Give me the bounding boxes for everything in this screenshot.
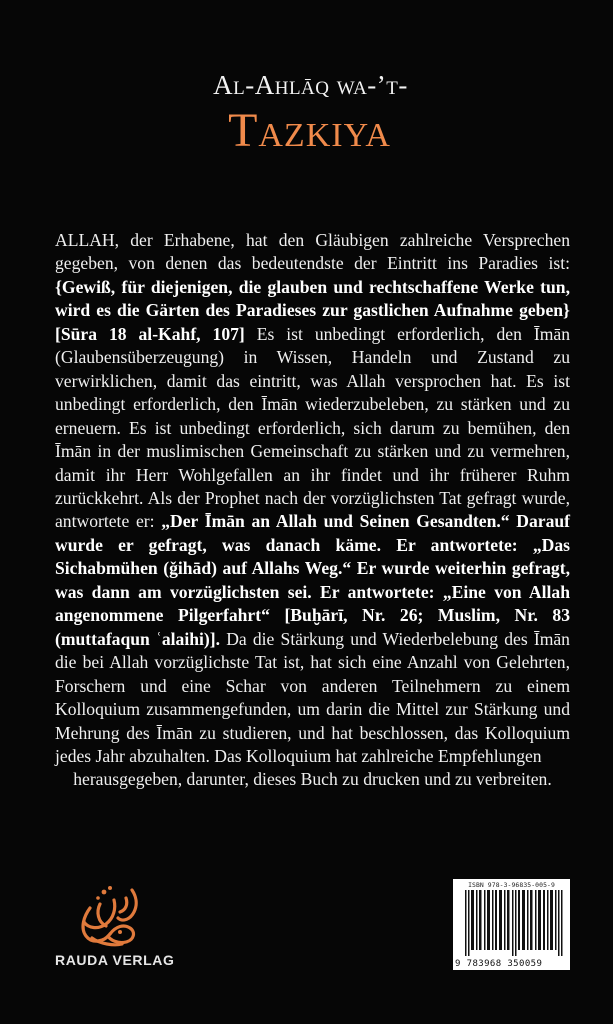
isbn-label: ISBN 978-3-96835-005-9 <box>468 881 555 889</box>
blurb-quran-quote: {Gewiß, für diejenigen, die glauben und rechtschaffene Werke tun, wird es die Gärten des Paradieses zur gastlichen Aufnahme geben} <box>55 276 570 321</box>
blurb-segment: Da die Stärkung und Wiederbelebung des Īmān die bei Allah vorzüglichste Tat ist, hat sich eine Anzahl von Gelehrten, Forschern und eine Schar von anderen Teilnehmern zu einem Kolloquium zusammengefunden, um darin die Mittel zur Stärkung und Mehrung des Īmān zu studieren, und hat beschlossen, das Kolloquium jedes Jahr abzuhalten. Das Kolloquium hat zahlreiche Empfehlungen <box>55 628 570 766</box>
ean-digits: 9 783968 350059 <box>455 959 543 969</box>
blurb-segment: ALLAH, der Erhabene, hat den Gläubigen zahlreiche Versprechen gegeben, von denen das bedeutendste der Eintritt ins Paradies ist: <box>55 230 570 274</box>
blurb-last-line: herausgegeben, darunter, dieses Buch zu drucken und zu verbreiten. <box>73 769 552 790</box>
arabic-calligraphy-logo-icon <box>70 878 150 950</box>
publisher-name: RAUDA VERLAG <box>55 952 175 968</box>
book-subtitle: Al-Ahlāq wa-’t- <box>213 70 408 100</box>
back-cover-blurb <box>55 229 570 792</box>
cover-title-block <box>0 68 613 158</box>
book-title: Tazkiya <box>228 104 391 157</box>
isbn-barcode <box>453 879 570 970</box>
blurb-hadith-quote: „Der Īmān an Allah und Seinen Gesandten.“ Darauf wurde er gefragt, was danach käme. Er antwortete: „Das Sichabmühen (ǧihād) auf Allahs Weg.“ Er wurde weiterhin gefragt, was dann am vorzüglichsten sei. Er antwortete: „Eine von Allah angenommene Pilgerfahrt“ [Buḫārī, Nr. 26; Muslim, Nr. 83 (muttafaqun ʿalaihi)]. <box>55 511 571 649</box>
blurb-quran-reference: [Sūra 18 al-Kahf, 107] <box>55 323 245 344</box>
publisher-block <box>48 870 188 980</box>
barcode-bars-icon <box>465 890 565 956</box>
blurb-segment: Es ist unbedingt erforderlich, den Īmān (Glaubensüberzeugung) in Wissen, Handeln und Zustand zu verwirklichen, damit das eintritt, was Allah versprochen hat. Es ist unbedingt erforderlich, den Īmān wiederzubeleben, zu stärken und zu erneuern. Es ist unbedingt erforderlich, sich darum zu bemühen, den Īmān in der muslimischen Gemeinschaft zu stärken und zu vermehren, damit ihr Herr Wohlgefallen an ihr findet und ihr früherer Ruhm zurückkehrt. Als der Prophet nach der vorzüglichsten Tat gefragt wurde, antwortete er: <box>55 323 570 532</box>
